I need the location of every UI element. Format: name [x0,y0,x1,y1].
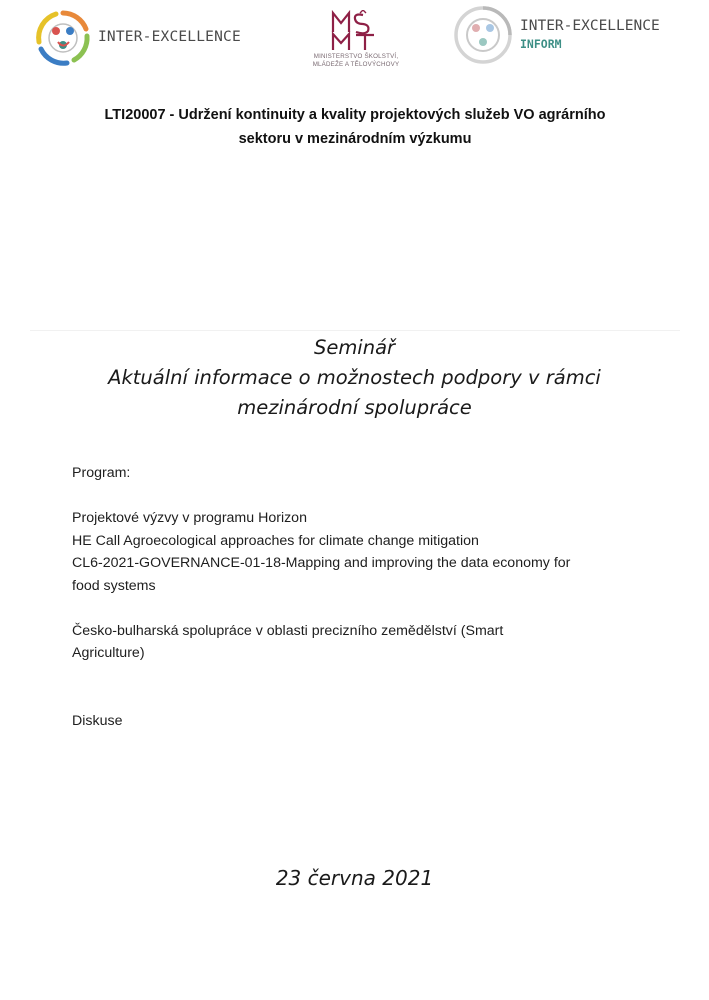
program-item-cl6-line2: food systems [72,577,156,594]
program-item-discussion: Diskuse [72,712,123,729]
program-item-bulgarian-line2: Agriculture) [72,645,145,661]
inter-excellence-inform-logo [452,4,702,68]
inter-excellence-emblem-icon [34,9,92,67]
project-title-line2: sektoru v mezinárodním výzkumu [238,131,472,147]
seminar-subtitle-line1: Aktuální informace o možnostech podpory v rámci [108,366,601,389]
program-item-horizon: Projektové výzvy v programu Horizon [72,510,307,526]
program-section [72,462,652,732]
scan-divider [30,330,680,331]
inform-logo-text: INTER-EXCELLENCE [520,18,660,34]
inter-excellence-logo [34,9,274,67]
msmt-logo [296,10,416,72]
seminar-title [40,333,669,423]
program-heading: Program: [72,465,131,481]
program-item-bulgarian-line1: Česko-bulharská spolupráce v oblasti precizního zemědělství (Smart [72,622,504,639]
program-item-cl6-line1: CL6-2021-GOVERNANCE-01-18-Mapping and improving the data economy for [72,555,571,571]
msmt-emblem-icon [330,10,382,52]
event-date: 23 června 2021 [275,866,434,890]
project-title-line1: LTI20007 - Udržení kontinuity a kvality projektových služeb VO agrárního [104,107,606,123]
inform-logo-subtext: INFORM [520,37,562,51]
program-item-he-call: HE Call Agroecological approaches for climate change mitigation [72,532,479,549]
inter-excellence-logo-text: INTER-EXCELLENCE [98,29,241,45]
header [0,0,709,80]
project-title [60,103,650,151]
seminar-label: Seminář [313,336,396,359]
msmt-logo-line2: MLÁDEŽE A TĚLOVÝCHOVY [312,61,400,68]
inter-excellence-inform-emblem-icon [452,4,514,66]
seminar-subtitle-line2: mezinárodní spolupráce [237,396,472,419]
msmt-logo-line1: MINISTERSTVO ŠKOLSTVÍ, [313,53,399,60]
